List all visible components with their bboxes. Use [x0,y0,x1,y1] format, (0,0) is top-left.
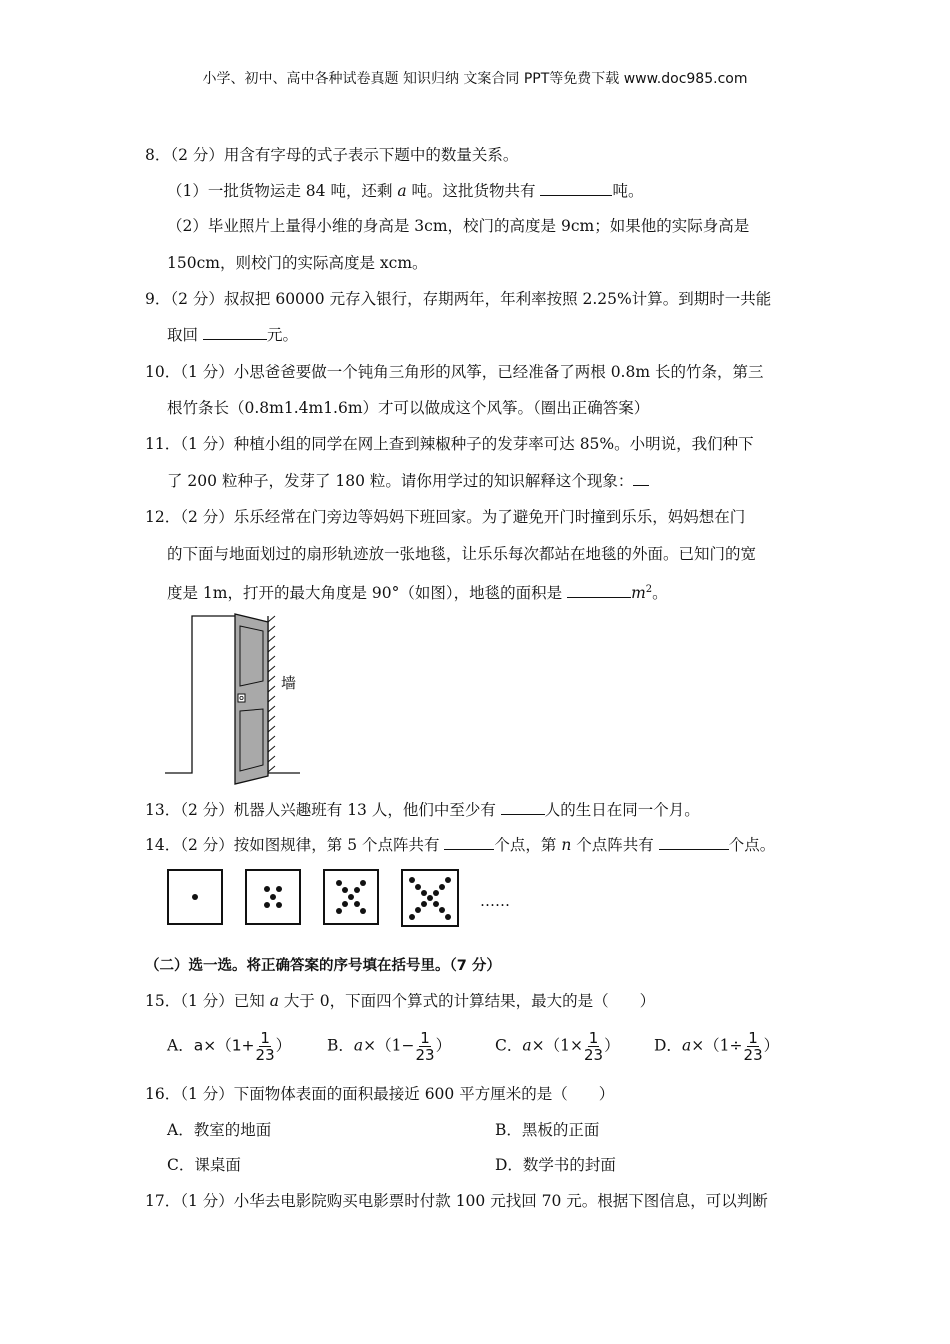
wall-label: 墙 [281,674,297,692]
q14-answer-blank-1[interactable] [444,835,494,850]
q15-option-d[interactable]: D．a×（1÷ $\frac{1}{23}$ ） [654,1029,780,1064]
dot-pattern-3 [323,869,379,925]
dot-pattern-ellipsis: …… [480,892,510,910]
q16-option-d[interactable]: D．数学书的封面 [495,1156,616,1174]
door-frame [165,616,238,773]
door-lower-panel [240,709,263,771]
q9-line2: 取回 元。 [167,326,298,344]
q16-option-b[interactable]: B．黑板的正面 [495,1121,600,1139]
q10-line2: 根竹条长（0.8m1.4m1.6m）才可以做成这个风筝。（圈出正确答案） [167,399,650,417]
section-2-heading: （二）选一选。将正确答案的序号填在括号里。（7 分） [145,958,501,974]
q16-option-c[interactable]: C．课桌面 [167,1156,241,1174]
q12-answer-blank[interactable] [567,583,631,598]
dot-pattern-1 [167,869,223,925]
q11-answer-blank[interactable] [633,471,649,486]
q8-stem: 8．（2 分）用含有字母的式子表示下题中的数量关系。 [145,146,519,164]
q10-line1: 10．（1 分）小思爸爸要做一个钝角三角形的风筝，已经准备了两根 0.8m 长的竹条，第三 [145,363,764,381]
q14-answer-blank-2[interactable] [659,835,729,850]
q8-part2-line2: 150cm，则校门的实际高度是 xcm。 [167,254,428,272]
q8-part2-line1: （2）毕业照片上量得小维的身高是 3cm，校门的高度是 9cm；如果他的实际身高是 [167,217,750,235]
q15-option-a[interactable]: A．a×（1+ $\frac{1}{23}$ ） [167,1029,292,1064]
q8-answer-blank[interactable] [540,181,612,196]
dot-pattern-4 [401,869,459,927]
q11-line1: 11．（1 分）种植小组的同学在网上查到辣椒种子的发芽率可达 85%。小明说，我们种下 [145,435,754,453]
door-upper-panel [240,626,263,686]
wall-hatching [268,616,275,772]
q16-option-a[interactable]: A．教室的地面 [167,1121,272,1139]
dot-pattern-2 [245,869,301,925]
q9-line1: 9．（2 分）叔叔把 60000 元存入银行，存期两年，年利率按照 2.25%计算。到期时一共能 [145,290,772,308]
q8-part1: （1）一批货物运走 84 吨，还剩 a 吨。这批货物共有 吨。 [167,182,644,200]
q14-line: 14．（2 分）按如图规律，第 5 个点阵共有 个点，第 n 个点阵共有 个点。 [145,836,776,854]
page-header: 小学、初中、高中各种试卷真题 知识归纳 文案合同 PPT等免费下载 www.doc985.com [202,71,748,87]
q13-line: 13．（2 分）机器人兴趣班有 13 人，他们中至少有 人的生日在同一个月。 [145,801,700,819]
q12-line1: 12．（2 分）乐乐经常在门旁边等妈妈下班回家。为了避免开门时撞到乐乐，妈妈想在门 [145,508,746,526]
door-knob [238,694,245,702]
door-diagram [160,608,310,788]
q15-option-c[interactable]: C．a×（1× $\frac{1}{23}$ ） [495,1029,620,1064]
q11-line2: 了 200 粒种子，发芽了 180 粒。请你用学过的知识解释这个现象： [167,470,649,492]
q9-answer-blank[interactable] [203,325,267,340]
q12-line2: 的下面与地面划过的扇形轨迹放一张地毯，让乐乐每次都站在地毯的外面。已知门的宽 [167,545,757,563]
q16-stem: 16．（1 分）下面物体表面的面积最接近 600 平方厘米的是（ ） [145,1085,615,1103]
q15-stem: 15．（1 分）已知 a 大于 0，下面四个算式的计算结果，最大的是（ ） [145,992,656,1010]
q15-option-b[interactable]: B．a×（1− $\frac{1}{23}$ ） [327,1029,452,1064]
q17-line1: 17．（1 分）小华去电影院购买电影票时付款 100 元找回 70 元。根据下图信息，可以判断 [145,1192,768,1210]
q13-answer-blank[interactable] [501,800,545,815]
q12-line3: 度是 1m，打开的最大角度是 90°（如图），地毯的面积是 $m^2$。 [167,584,668,603]
